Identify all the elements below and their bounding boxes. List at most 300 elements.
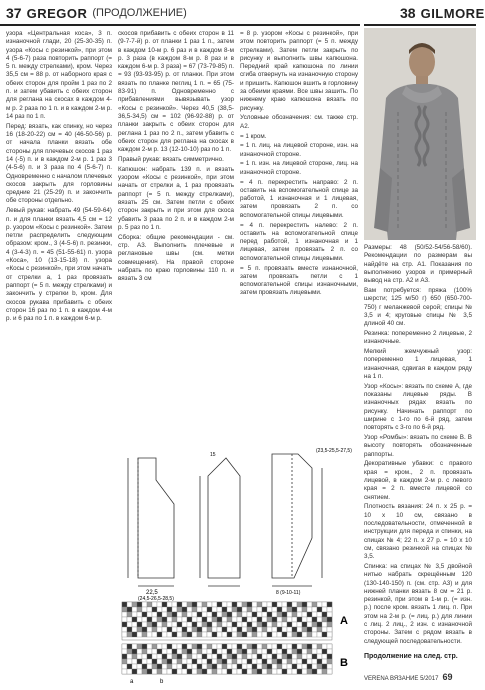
chart-cell — [257, 607, 262, 612]
chart-cell — [172, 632, 177, 637]
paragraph: Узор «Ромбы»: вязать по схеме В. В высоту повторять обозначенные раппорты. — [364, 434, 472, 458]
chart-cell — [172, 664, 177, 669]
chart-cell — [182, 669, 187, 674]
stitch-charts — [116, 598, 360, 684]
text-column-2 — [118, 30, 234, 444]
chart-cell — [217, 649, 222, 654]
chart-cell — [262, 669, 267, 674]
chart-cell — [137, 654, 142, 659]
chart-cell — [252, 602, 257, 607]
chart-cell — [282, 612, 287, 617]
chart-cell — [222, 659, 227, 664]
chart-cell — [272, 622, 277, 627]
chart-cell — [177, 602, 182, 607]
chart-cell — [222, 607, 227, 612]
chart-cell — [137, 669, 142, 674]
chart-cell — [162, 627, 167, 632]
chart-cell — [162, 632, 167, 637]
chart-cell — [147, 649, 152, 654]
chart-cell — [222, 669, 227, 674]
chart-cell — [232, 607, 237, 612]
chart-cell — [167, 622, 172, 627]
chart-cell — [172, 602, 177, 607]
chart-cell — [172, 644, 177, 649]
chart-cell — [127, 659, 132, 664]
chart-cell — [252, 622, 257, 627]
chart-cell — [252, 627, 257, 632]
chart-cell — [182, 664, 187, 669]
chart-cell — [147, 617, 152, 622]
chart-cell — [142, 664, 147, 669]
chart-cell — [157, 602, 162, 607]
chart-cell — [212, 627, 217, 632]
left-page-number: 37 — [6, 5, 22, 21]
chart-cell — [222, 602, 227, 607]
chart-cell — [142, 654, 147, 659]
chart-cell — [317, 669, 322, 674]
chart-cell — [292, 602, 297, 607]
chart-cell — [262, 607, 267, 612]
chart-cell — [302, 612, 307, 617]
chart-cell — [177, 607, 182, 612]
chart-cell — [257, 644, 262, 649]
chart-cell — [267, 612, 272, 617]
chart-cell — [237, 617, 242, 622]
right-header-rule — [364, 24, 476, 26]
chart-cell — [317, 664, 322, 669]
chart-cell — [257, 617, 262, 622]
chart-cell — [162, 654, 167, 659]
chart-cell — [242, 659, 247, 664]
chart-cell — [197, 612, 202, 617]
chart-cell — [212, 602, 217, 607]
chart-cell — [182, 649, 187, 654]
chart-cell — [297, 622, 302, 627]
chart-cell — [277, 644, 282, 649]
chart-cell — [217, 669, 222, 674]
chart-cell — [292, 659, 297, 664]
chart-cell — [227, 607, 232, 612]
right-page-number: 38 — [400, 5, 416, 21]
chart-cell — [302, 602, 307, 607]
chart-cell — [302, 669, 307, 674]
chart-cell — [327, 632, 332, 637]
chart-cell — [197, 632, 202, 637]
chart-cell — [242, 644, 247, 649]
chart-cell — [127, 607, 132, 612]
paragraph: Правый рукав: вязать симметрично. — [118, 155, 224, 163]
chart-cell — [232, 617, 237, 622]
chart-cell — [227, 649, 232, 654]
chart-cell — [282, 649, 287, 654]
chart-cell — [217, 644, 222, 649]
chart-cell — [217, 659, 222, 664]
chart-cell — [312, 669, 317, 674]
chart-cell — [207, 649, 212, 654]
chart-cell — [227, 659, 232, 664]
text-column-1 — [6, 30, 112, 670]
chart-cell — [317, 622, 322, 627]
chart-cell — [162, 602, 167, 607]
chart-cell — [157, 627, 162, 632]
paragraph: Вам потребуется: пряжа (100% шерсти; 125 м/50 г) 650 (650-700-750) г меланжевой серой; спицы № 3,5 и 4; круговые спицы № 3,5 длиной 40 см. — [364, 286, 472, 328]
chart-cell — [237, 612, 242, 617]
chart-cell — [147, 622, 152, 627]
chart-cell — [232, 612, 237, 617]
chart-cell — [272, 649, 277, 654]
chart-cell — [327, 612, 332, 617]
chart-cell — [292, 649, 297, 654]
chart-cell — [192, 654, 197, 659]
chart-cell — [292, 632, 297, 637]
chart-cell — [327, 649, 332, 654]
chart-cell — [322, 644, 327, 649]
chart-cell — [142, 649, 147, 654]
chart-cell — [207, 627, 212, 632]
chart-cell — [142, 607, 147, 612]
chart-cell — [172, 607, 177, 612]
chart-cell — [152, 612, 157, 617]
chart-cell — [307, 617, 312, 622]
chart-cell — [142, 644, 147, 649]
chart-cell — [312, 617, 317, 622]
chart-cell — [307, 627, 312, 632]
chart-cell — [312, 622, 317, 627]
chart-cell — [302, 617, 307, 622]
chart-cell — [212, 607, 217, 612]
chart-cell — [312, 612, 317, 617]
chart-cell — [287, 669, 292, 674]
chart-cell — [162, 649, 167, 654]
chart-cell — [282, 602, 287, 607]
chart-cell — [187, 654, 192, 659]
chart-cell — [182, 659, 187, 664]
chart-cell — [182, 617, 187, 622]
chart-cell — [152, 627, 157, 632]
chart-cell — [252, 607, 257, 612]
chart-cell — [312, 602, 317, 607]
chart-cell — [177, 622, 182, 627]
chart-cell — [147, 632, 152, 637]
chart-cell — [177, 644, 182, 649]
chart-cell — [202, 617, 207, 622]
paragraph: Декоративные убавки: с правого края = кром., 2 п. провязать лицевой, в каждом 2-м р. с левого края = 2 п. вместе лицевой со снятием. — [364, 460, 472, 501]
chart-cell — [327, 602, 332, 607]
chart-cell — [122, 632, 127, 637]
chart-cell — [197, 644, 202, 649]
paragraph: = 1 п. изн. на лицевой стороне, лиц. на изнаночной стороне. — [240, 160, 358, 176]
chart-cell — [322, 664, 327, 669]
chart-cell — [152, 649, 157, 654]
chart-cell — [282, 664, 287, 669]
chart-cell — [142, 612, 147, 617]
chart-cell — [137, 617, 142, 622]
chart-cell — [292, 644, 297, 649]
chart-cell — [147, 669, 152, 674]
chart-cell — [282, 644, 287, 649]
chart-cell — [277, 669, 282, 674]
chart-cell — [212, 659, 217, 664]
chart-cell — [312, 659, 317, 664]
chart-cell — [227, 664, 232, 669]
chart-cell — [237, 607, 242, 612]
chart-cell — [162, 644, 167, 649]
chart-cell — [167, 612, 172, 617]
chart-cell — [277, 627, 282, 632]
chart-cell — [237, 627, 242, 632]
chart-cell — [322, 612, 327, 617]
chart-cell — [172, 612, 177, 617]
chart-cell — [237, 632, 242, 637]
chart-cell — [327, 607, 332, 612]
chart-cell — [192, 632, 197, 637]
chart-cell — [272, 602, 277, 607]
chart-cell — [297, 654, 302, 659]
page-footer — [364, 672, 452, 682]
chart-cell — [122, 649, 127, 654]
chart-cell — [327, 654, 332, 659]
chart-cell — [122, 612, 127, 617]
chart-cell — [262, 649, 267, 654]
chart-cell — [287, 654, 292, 659]
chart-cell — [287, 622, 292, 627]
chart-cell — [302, 664, 307, 669]
chart-cell — [167, 602, 172, 607]
chart-cell — [237, 644, 242, 649]
hood-bottom-label: 8 (9-10-11) — [276, 590, 301, 596]
chart-cell — [192, 602, 197, 607]
chart-cell — [247, 627, 252, 632]
chart-cell — [227, 669, 232, 674]
chart-cell — [302, 659, 307, 664]
chart-cell — [202, 669, 207, 674]
chart-cell — [272, 617, 277, 622]
chart-cell — [222, 622, 227, 627]
chart-cell — [222, 664, 227, 669]
chart-cell — [202, 607, 207, 612]
chart-cell — [187, 644, 192, 649]
chart-cell — [272, 654, 277, 659]
sleeve-schematic — [200, 458, 240, 586]
chart-cell — [297, 649, 302, 654]
chart-cell — [282, 632, 287, 637]
chart-cell — [287, 607, 292, 612]
chart-cell — [277, 649, 282, 654]
chart-cell — [142, 622, 147, 627]
chart-cell — [217, 632, 222, 637]
chart-cell — [177, 617, 182, 622]
chart-cell — [147, 644, 152, 649]
chart-cell — [317, 654, 322, 659]
chart-cell — [242, 669, 247, 674]
chart-cell — [282, 659, 287, 664]
chart-cell — [167, 607, 172, 612]
chart-cell — [247, 617, 252, 622]
chart-cell — [197, 664, 202, 669]
chart-cell — [277, 607, 282, 612]
chart-cell — [267, 664, 272, 669]
chart-cell — [272, 627, 277, 632]
chart-cell — [212, 654, 217, 659]
chart-cell — [227, 627, 232, 632]
chart-cell — [247, 622, 252, 627]
chart-cell — [152, 602, 157, 607]
chart-cell — [307, 649, 312, 654]
chart-cell — [262, 644, 267, 649]
chart-cell — [217, 617, 222, 622]
chart-cell — [142, 602, 147, 607]
paragraph: Капюшон: набрать 139 п. и вязать узором «Косы с резинкой», при этом начать от стрелки a, 1 раз провязать раппорт (= 5 п. между стрелками), вязать 25 см. Затем петли с обеих сторон закрыть и при этом для скоса убавить 3 раза по 2 п. и в каждом 2-м р. 5 раз по 1 п. — [118, 165, 234, 231]
back-width-sizes-label: (24,5-26,5-28,5) — [138, 596, 174, 602]
chart-cell — [167, 627, 172, 632]
chart-cell — [192, 627, 197, 632]
chart-cell — [207, 654, 212, 659]
chart-cell — [252, 649, 257, 654]
chart-cell — [222, 644, 227, 649]
chart-cell — [217, 612, 222, 617]
chart-cell — [237, 602, 242, 607]
chart-cell — [127, 622, 132, 627]
chart-cell — [177, 627, 182, 632]
chart-cell — [177, 659, 182, 664]
chart-cell — [157, 664, 162, 669]
chart-cell — [242, 607, 247, 612]
chart-cell — [267, 654, 272, 659]
chart-cell — [202, 627, 207, 632]
chart-cell — [137, 649, 142, 654]
chart-cell — [272, 669, 277, 674]
chart-cell — [132, 659, 137, 664]
chart-cell — [182, 607, 187, 612]
chart-cell — [247, 612, 252, 617]
chart-cell — [152, 669, 157, 674]
chart-cell — [217, 602, 222, 607]
chart-cell — [242, 649, 247, 654]
chart-cell — [202, 654, 207, 659]
chart-cell — [247, 664, 252, 669]
chart-cell — [192, 659, 197, 664]
chart-cell — [157, 649, 162, 654]
chart-cell — [122, 602, 127, 607]
back-width-label: 22,5 — [146, 590, 158, 596]
chart-cell — [152, 659, 157, 664]
chart-cell — [122, 617, 127, 622]
chart-cell — [122, 627, 127, 632]
chart-cell — [322, 654, 327, 659]
chart-cell — [197, 654, 202, 659]
chart-cell — [237, 664, 242, 669]
chart-cell — [132, 644, 137, 649]
chart-cell — [182, 654, 187, 659]
chart-cell — [292, 664, 297, 669]
chart-cell — [172, 649, 177, 654]
chart-cell — [292, 654, 297, 659]
chart-cell — [312, 632, 317, 637]
chart-cell — [237, 654, 242, 659]
chart-cell — [312, 664, 317, 669]
hood-top-label: (23,5-25,5-27,5) — [316, 448, 352, 454]
chart-cell — [252, 632, 257, 637]
chart-cell — [152, 632, 157, 637]
paragraph: Спинка: на спицах № 3,5 двойной нитью набрать скрещённым 120 (130-140-150) п. (см. стр. А3) и для нижней планки вязать 8 см = 21 р. резинкой, при этом в 1-м р. (= изн. р.) после кром. вязать 1 лиц. п. При этом на 2-м р. (= лиц. р.) для линии с лиц. 2 лиц., 2 изн. с изнаночной стороны. Затем с рядом вязать в следующей последовательности. — [364, 562, 472, 645]
chart-cell — [272, 612, 277, 617]
chart-cell — [132, 622, 137, 627]
chart-cell — [207, 607, 212, 612]
chart-cell — [277, 664, 282, 669]
chart-cell — [137, 622, 142, 627]
paragraph: Резинка: попеременно 2 лицевые, 2 изнаночные. — [364, 329, 472, 346]
chart-cell — [142, 669, 147, 674]
chart-cell — [272, 659, 277, 664]
chart-cell — [137, 612, 142, 617]
chart-cell — [307, 622, 312, 627]
chart-cell — [317, 602, 322, 607]
chart-cell — [202, 664, 207, 669]
chart-cell — [152, 617, 157, 622]
chart-cell — [297, 627, 302, 632]
chart-cell — [262, 627, 267, 632]
chart-cell — [262, 622, 267, 627]
chart-cell — [262, 602, 267, 607]
chart-cell — [227, 644, 232, 649]
chart-cell — [187, 607, 192, 612]
chart-cell — [172, 622, 177, 627]
chart-cell — [292, 627, 297, 632]
chart-cell — [232, 659, 237, 664]
chart-cell — [202, 649, 207, 654]
paragraph: = 4 п. перекрестить налево: 2 п. оставить на вспомогательной спице перед работой, 1 изнаночная и 1 лицевая, затем провязать 2 п. со вспомогательной спицы лицевыми. — [240, 221, 358, 262]
chart-cell — [147, 602, 152, 607]
chart-cell — [127, 632, 132, 637]
chart-cell — [127, 669, 132, 674]
chart-cell — [232, 632, 237, 637]
chart-cell — [152, 664, 157, 669]
chart-cell — [207, 669, 212, 674]
chart-cell — [132, 632, 137, 637]
chart-cell — [232, 622, 237, 627]
chart-cell — [242, 602, 247, 607]
chart-cell — [302, 654, 307, 659]
paragraph: Узор «Косы»: вязать по схеме А, где показаны лицевые ряды. В изнаночных рядах вязать по рисунку. Начинать раппорт по ширине с 1-го по 6-й ряд, затем повторять с 3-го по 6-й ряд. — [364, 382, 472, 432]
chart-cell — [222, 632, 227, 637]
chart-cell — [257, 664, 262, 669]
chart-cell — [267, 632, 272, 637]
chart-cell — [172, 617, 177, 622]
chart-cell — [187, 669, 192, 674]
chart-cell — [297, 612, 302, 617]
chart-cell — [317, 612, 322, 617]
left-page-title: GREGOR — [26, 5, 88, 21]
chart-cell — [287, 659, 292, 664]
chart-cell — [312, 644, 317, 649]
paragraph: скосов прибавить с обеих сторон в 11 (9-7-7-й) р. от планки 1 раз 1 п., затем в каждом 10-м р. 6 раз и в каждом 8-м р. 3 раза (в каждом 8-м р. 8 раз и в каждом 6-м р. 3 раза) = 67 (73-79-85) п. = 93 (93-93-95) р. от планки. При этом вязать по планке пеглиц 1 п. = 65 (75-83-91) п. Одновременно с прибавлениями вывязывать узор «Косы с резинкой». Через 40,5 (38,5-36,5-34,5) см = 102 (96-92-88) р. от планки закрыть с обеих сторон для реглана 1 раз по 2 п., затем убавить с обеих сторон для реглана на скосах в каждом 2-м р. 13 (12-10-10) раз по 1 п. — [118, 30, 234, 154]
magazine-name: VERENA ВЯЗАНИЕ 5/2017 — [364, 676, 439, 682]
chart-cell — [132, 649, 137, 654]
chart-cell — [167, 644, 172, 649]
chart-cell — [257, 632, 262, 637]
chart-cell — [137, 664, 142, 669]
paragraph: узора «Центральная коса», 3 п. изнаночной глади, 20 (25-30-35) п. узора «Косы с резинкой», при этом 4 (5-6-7) раза повторить раппорт (= 5 п. между стрелками), кром. Через 35,5 см = 88 р. от наборного края с обеих сторон для пройм 1 раз по 2 п. и затем убавить с обеих сторон для реглана на скосах в каждом 4-м р. 2 раза по 1 п. и в каждом 2-м р. 14 раз по 1 п. — [6, 30, 112, 120]
paragraph: Перед: вязать, как спинку, но через 16 (18-20-22) см = 40 (46-50-56) р. от начала планки вязать обе стороны для плечевых скосов 1 раз 14 (-5) п. и в каждом 2-м р. 1 раз 3 (4-5-6) п. и 3 раза по 4 (5-6-7) п. Одновременно с началом плечевых скосов закрыть для горловины средние 21 (25-29) п. и закончить обе стороны отдельно. — [6, 122, 112, 205]
chart-cell — [287, 649, 292, 654]
chart-cell — [202, 659, 207, 664]
chart-cell — [307, 607, 312, 612]
chart-cell — [162, 617, 167, 622]
chart-cell — [187, 622, 192, 627]
chart-cell — [152, 654, 157, 659]
chart-cell — [157, 644, 162, 649]
chart-cell — [267, 669, 272, 674]
